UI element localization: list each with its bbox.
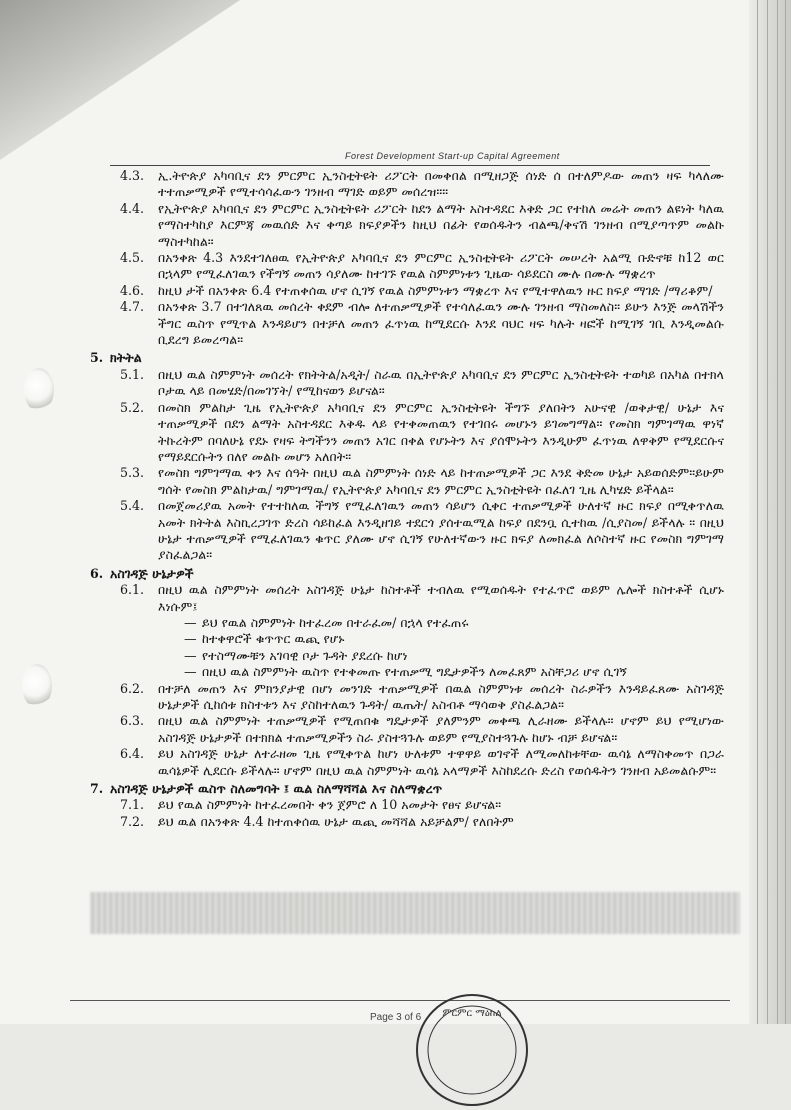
clause-text: በተቻለ መጠን እና ምክንያታዊ በሆነ መንገድ ተጠቃሚዎች በዉል ስምምነቱ መሰረት ስራዎችን እንዳይፈጸሙ አስገዳጅ ሁኔታዎች ሲከሰቱ ክስተቱን እና ያስከተለዉን ጉዳት/ ዉጤት/ አስብቶ ማሳወቅ ያስፈልጋል። — [158, 680, 724, 712]
bullet-dash: — — [184, 647, 197, 663]
bullet-dash: — — [184, 664, 197, 680]
page-curl — [0, 0, 240, 160]
clause-text: በመጀመሪያዉ አመት የተተከለዉ ችግኝ የሚፈለገዉን መጠን ሳይሆን ሲቀር ተጠቃሚዎች ሁለተኛ ዙር ክፍያ በሚቀጥለዉ አመት ክትትል እስኪረጋገጥ ድረስ ሳይከፈል እንዲዘገይ ተደርጎ ያሰተዉሚል ከፍያ በደንቧ ሲተከዉ /ሲያስመ/ ይችላሉ ። በዚህ ሁኔታ ተጠቃሚዎች የሚፈለገዉን ቁጥር ያለሙ ሆኖ ሲገኝ የሁለተኛውን ዙር ክፍያ ለመክፈል ለሶስተኛ ዙር የመስክ ግምገማ ያስፈልጋል። — [158, 498, 724, 563]
clause-number: 4.6. — [120, 282, 145, 298]
clause-number: 5.4. — [120, 498, 145, 514]
clause — [84, 746, 724, 779]
bullet-text: ከተቀዋሮች ቁጥጥር ዉጪ የሆኑ — [202, 631, 345, 647]
bullet-text: በዚህ ዉል ስምምነት ዉስጥ የተቀመጡ የተጠቃሚ ግዴታዎችን ለመፈጸም አስቸጋሪ ሆኖ ሲገኝ — [202, 664, 627, 680]
stamp-seal — [412, 990, 532, 1110]
clause — [84, 250, 724, 283]
clause — [84, 168, 724, 201]
header-rule — [110, 165, 710, 166]
page-number: Page 3 of 6 — [370, 1012, 422, 1023]
clause-text: በአንቀጽ 3.7 በተገለጸዉ መሰረት ቀደም ብሎ ለተጠቃሚዎች የተሳለፈዉን ሙሉ ገንዘብ ማስመለስ። ይሁን እንጅ መላሽችን ችግር ዉስጥ የሚጥል እንዳይሆን በተቻለ መጠን ፈጥነዉ ከሚደርሱ እንደ ባህር ዛፍ ካሉት ዛፎች ከሚገኝ ገቢ እንዲመልሱ ቢደረግ ይመረጣል። — [158, 299, 724, 348]
clause-number: 4.3. — [120, 168, 145, 183]
clause-text: በዚህ ዉል ስምምነት ተጠቃሚዎች የሚጠበቁ ግዴታዎች ያለምንም መቀጫ ሊራዘሙ ይችላሉ። ሆኖም ይህ የሚሆነው አስገዳጅ ሁኔታዎች በተክክል ተጠቃሚዎችን ስራ ያስተጓጉሉ ወይም የሚያስተጓጉሉ ከሆኑ ብቻ ይሆናል። — [158, 713, 724, 745]
clause-text: የኢትዮጵያ አካባቢና ደን ምርምር ኢንስቲትዩት ሪፖርት ከደን ልማት አስተዳደር እቅድ ጋር የተከለ መሬት መጠን ልዩነት ካለዉ የማስተካከያ እርምጃ መዉሰድ እና ቀጣይ ክፍያዎችን ከዚህ በፊት የወሰዱትን ብልጫ/ቅናሽ ገንዘብ በሚያጣጥም መልኩ ማስተካከል። — [158, 200, 724, 249]
clause-number: 6.2. — [120, 680, 145, 696]
section-title: አስገዳጅ ሁኔታዎች — [110, 565, 194, 581]
section-title: ክትትል — [110, 350, 142, 366]
section-heading — [84, 350, 724, 366]
clause — [84, 465, 724, 498]
bullet-item — [84, 631, 724, 647]
bullet-dash: — — [184, 631, 197, 647]
clause-number: 4.7. — [120, 299, 145, 315]
section-number: 7. — [90, 781, 104, 797]
clause-number: 5.1. — [120, 366, 145, 382]
clause-text: በመስክ ምልከታ ጊዜ የኢትዮጵያ አካባቢና ደን ምርምር ኢንስቲትዩት ችግኙ ያለበትን አሁናዊ /ወቅታዊ/ ሁኔታ እና ተጠቃሚዎች በደን ልማት አስተዳደር እቅዱ ላይ የተቀመጠዉን የተገበሩ መሆኑን ይገመግማል። የመስክ ግምገማዉ ዋነኛ ትኩረትም በባለሁኔ የደኑ የዛፍ ትግችንን መጠን አገር በቀል የሆኑትን እና ያሰሞኑትን እንዲሁም ፈጥነዉ ለዋቅም የሚደርሱና የማይደርሱትን በለየ መልኩ መሆን አለበት። — [158, 399, 724, 464]
section-heading — [84, 566, 724, 582]
clause — [84, 299, 724, 348]
punch-hole-top — [24, 368, 54, 412]
clause-text: ኢ.ትዮጵያ አካባቢና ደን ምርምር ኢንስቲትዩት ሪፖርት በመቀበል በሚዘጋጅ ሰነድ ሰ በተለምዶው መጠን ዛፍ ካላለሙ ተተጠቃሚዎች የሚተሳሳፈውን ገንዘብ ማገድ ወይም መሰረዝ።። — [158, 168, 724, 200]
clause — [84, 498, 724, 564]
punch-hole-bottom — [22, 664, 52, 708]
section-number: 6. — [90, 565, 104, 581]
clause — [84, 400, 724, 466]
clause-text: የመስክ ግምገማዉ ቀን እና ሰዓት በዚህ ዉል ስምምነት ሰነድ ላይ ከተጠቃሚዎች ጋር እንደ ቅድመ ሁኔታ አይወሰድም።ይሁም ግሰት የመስክ ምልከታዉ/ ግምገማዉ/ የኢትዮጵያ አካባቢና ደን ምርምር ኢንስቲትዩት በፈለገ ጊዜ ሊካሄድ ይችላል። — [158, 465, 724, 497]
stacked-page-edges — [749, 0, 791, 1024]
clause-number: 6.4. — [120, 746, 145, 762]
svg-text:ምርምር ማዕከል: ምርምር ማዕከል — [442, 1008, 502, 1019]
clause-text: በዚህ ዉል ስምምነት መሰረት የክትትል/አዲት/ ስራዉ በኢትዮጵያ አካባቢና ደን ምርምር ኢንስቲትዩት ተወካይ በአካል በተክላ ቦታዉ ላይ በመሄድ/በመገኘት/ የሚከናወን ይሆናል። — [158, 366, 724, 399]
clause — [84, 713, 724, 746]
clause-number: 7.2. — [120, 813, 145, 829]
clause — [84, 797, 724, 813]
clause — [84, 367, 724, 400]
footer-rule — [70, 1000, 730, 1001]
clause — [84, 814, 724, 830]
section-number: 5. — [90, 350, 104, 366]
clause-number: 5.2. — [120, 399, 145, 415]
clause-text: ይህ አስገዳጅ ሁኔታ ለተራዘመ ጊዜ የሚቀጥል ከሆነ ሁለቱም ተዋዋይ ወገኖች ለሚመለከቱቸው ዉሳኔ ለማስቀመጥ በጋራ ዉሳኔዎች ሊደርሱ ይችላሉ። ሆኖም በዚህ ዉል ስምምነት ዉሳኔ አላማዎች እስከደረሱ ድረስ የወሰዱትን ገንዘብ አይመልሱም። — [158, 746, 724, 778]
clause-number: 6.3. — [120, 713, 145, 729]
clause-number: 5.3. — [120, 465, 145, 481]
document-body — [84, 168, 724, 830]
clause-text: ይህ ዉል በአንቀጽ 4.4 ከተጠቀሰዉ ሁኔታ ዉጪ መሻሻል አይቻልም/ የለበትም — [158, 813, 514, 829]
running-header: Forest Development Start-up Capital Agreement — [345, 151, 560, 161]
clause-number: 6.1. — [120, 582, 145, 598]
clause-text: ከዚህ ታች በአንቀጽ 6.4 የተጠቀሰዉ ሆኖ ሲገኝ የዉል ስምምነቱን ማቋረጥ እና የሚተዋለዉን ዙር ክፍያ ማገድ /ማሪቆም/ — [158, 282, 713, 298]
clause-number: 4.4. — [120, 200, 145, 216]
section-heading — [84, 781, 724, 797]
bullet-text: ይህ የዉል ስምምነት ከተፈረመ በተራፈመ/ በኋላ የተፈጠሩ — [202, 614, 469, 630]
bullet-dash: — — [184, 614, 197, 630]
bullet-item — [84, 664, 724, 680]
clause-text: ይህ የዉል ስምምነት ከተፈረመበት ቀን ጀምሮ ለ 10 አመታት የፀና ይሆናል። — [158, 797, 502, 813]
section-title: አስገዳጅ ሁኔታዎች ዉስጥ ስለመግባት ፤ ዉል ስለማሻሻል እና ስለማቋረጥ — [110, 781, 443, 797]
clause — [84, 681, 724, 714]
clause — [84, 582, 724, 615]
clause-number: 7.1. — [120, 797, 145, 813]
clause-number: 4.5. — [120, 250, 145, 266]
bullet-item — [84, 648, 724, 664]
bullet-item — [84, 615, 724, 631]
bullet-text: የተስማሙቹን አገባዊ ቦታ ጉዳት ያደረሱ ከሆነ — [202, 647, 408, 663]
clause-text: በአንቀጽ 4.3 እንደተገለፀዉ የኢትዮጵያ አካባቢና ደን ምርምር ኢንስቲትዩት ሪፖርት መሠረት አልሚ ቡድኖቹ ከ12 ወር በኋላም የሚፈለገዉን የችግኝ መጠን ሳያለሙ ከተገኙ የዉል ስምምነቱን ጊዜው ሳይደርስ ሙሉ በሙሉ ማቋረጥ — [158, 250, 724, 282]
clause — [84, 201, 724, 250]
clause-text: በዚህ ዉል ስምምነት መሰረት አስገዳጅ ሁኔታ ከስተቶች ተብለዉ የሚወሰዱት የተፈጥሮ ወይም ሌሎች ክስተቶች ሲሆኑ እነሱም፤ — [158, 582, 724, 614]
copy-smudge — [90, 892, 740, 934]
clause — [84, 283, 724, 299]
